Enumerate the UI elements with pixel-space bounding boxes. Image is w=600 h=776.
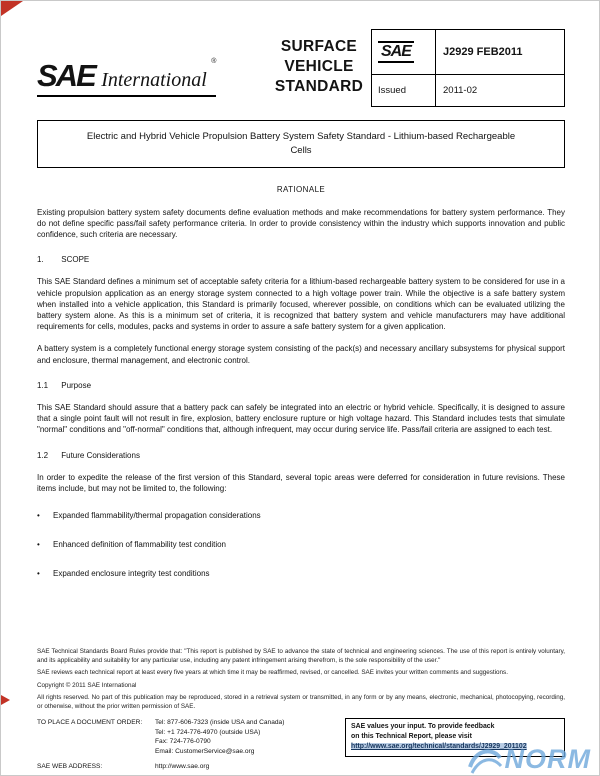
section-heading-scope [37,254,565,265]
list-item [37,539,565,550]
bullet-icon: • [37,569,40,579]
order-phone-usa: Tel: 877-606-7323 (inside USA and Canada) [155,719,285,726]
section-number: 1.2 [37,450,49,460]
registered-trademark-icon: ® [211,58,217,65]
sae-website-link[interactable]: http://www.sae.org [155,763,210,770]
document-meta-box [371,29,565,107]
scope-paragraph: A battery system is a completely functional energy storage system consisting of the pack(s) and necessary ancillary subsystems for physical support and enclosure, thermal management, and electronic control. [37,344,565,365]
feedback-text-line: on this Technical Report, please visit [351,733,472,740]
doc-type-line: SURFACE [280,38,358,55]
future-considerations-list [37,510,565,580]
section-title: Purpose [61,380,92,390]
issued-date: 2011-02 [443,84,478,96]
document-title-box [37,120,565,168]
meta-row-issued [372,74,564,106]
review-notice: SAE reviews each technical report at least every five years at which time it may be reaffirmed, revised, or cancelled. SAE invites your written comments and suggestions. [37,669,508,676]
section-title: SCOPE [61,255,90,265]
section-number: 1.1 [37,380,49,390]
document-type-title [267,29,371,107]
scope-paragraph: This SAE Standard defines a minimum set of acceptable safety criteria for a lithium-based rechargeable battery system to be considered for use in a vehicle propulsion application as an energy storage system connected to a high voltage power train. While the objective is a safe battery system when installed into a vehicle application, this Standard is primarily focused, wherever possible, on conditions which can be evaluated utilizing the battery system alone. As this is a minimum set of criteria, it is recognized that battery system and vehicle manufacturers may have additional requirements for cells, modules, packs and systems in order to assure a safe battery system for a given application. [37,277,565,332]
list-item-text: Expanded flammability/thermal propagation considerations [53,511,261,521]
document-number: J2929 FEB2011 [443,45,523,58]
meta-row-number [372,30,564,74]
red-edge-mark [1,695,10,705]
sae-international-logo [37,29,267,107]
bullet-icon: • [37,540,40,550]
sae-small-logo: SAE [378,41,414,63]
section-heading-future-considerations [37,450,565,461]
sae-logo-international-text: International [101,69,207,91]
order-label: TO PLACE A DOCUMENT ORDER: [37,719,143,726]
order-phone-intl: Tel: +1 724-776-4970 (outside USA) [155,728,261,736]
feedback-box [345,718,565,757]
sae-small-logo-cell [372,30,436,74]
web-address-section [37,763,565,770]
rationale-heading: RATIONALE [276,184,326,194]
document-body [37,184,565,580]
list-item-text: Expanded enclosure integrity test conditions [53,569,210,579]
list-item [37,568,565,579]
rights-notice: All rights reserved. No part of this publication may be reproduced, stored in a retrieval system or transmitted, in any form or by any means, electronic, mechanical, photocopying, recording, or otherwise, without the prior written permission of SAE. [37,694,565,710]
feedback-url-link[interactable]: http://www.sae.org/technical/standards/J2929_201102 [351,743,527,750]
bullet-icon: • [37,511,40,521]
issued-label: Issued [372,75,436,106]
list-item-text: Enhanced definition of flammability test condition [53,540,226,550]
document-title: Electric and Hybrid Vehicle Propulsion Battery System Safety Standard - Lithium-based Rechargeable Cells [86,131,516,156]
sae-logo-text: SAE [37,58,95,93]
document-footer [37,648,565,770]
purpose-paragraph: This SAE Standard should assure that a battery pack can safely be integrated into an electric or hybrid vehicle. Specifically, it is designed to assure that a single point fault will not result in fire, explosion, battery enclosure rupture or high voltage hazard. This Standard includes tests that simulate "normal" conditions and "off-normal" conditions that, although infrequent, may occur during service life. Pass/fail criteria are assigned to each test. [37,402,565,435]
rationale-paragraph: Existing propulsion battery system safety documents define evaluation methods and make recommendations for battery system performance. They do not define specific pass/fail safety performance criteria. In order to provide consistency within the industry which supports innovation and public confidence, such criteria are necessary. [37,207,565,240]
legal-notice: SAE Technical Standards Board Rules provide that: "This report is published by SAE to advance the state of technical and engineering sciences. The use of this report is entirely voluntary, and its applicability and suitability for any particular use, including any patent infringement arising therefrom, is the sole responsibility of the user." [37,648,565,664]
red-corner-mark [1,1,23,16]
section-heading-purpose [37,380,565,391]
section-title: Future Considerations [61,450,140,460]
order-section [37,718,565,757]
future-considerations-paragraph: In order to expedite the release of the first version of this Standard, several topic areas were deferred for consideration in future revisions. These items include, but may not be limited to, the following: [37,472,565,493]
section-number: 1. [37,255,44,265]
order-contacts [155,718,345,756]
watermark-text: NORM [504,744,591,774]
doc-type-line: STANDARD [274,78,364,96]
copyright-line: Copyright © 2011 SAE International [37,681,137,689]
order-fax: Fax: 724-776-0790 [155,738,211,746]
web-address-label: SAE WEB ADDRESS: [37,763,103,770]
document-header [37,29,565,107]
list-item [37,510,565,521]
order-email-link[interactable]: Email: CustomerService@sae.org [155,747,255,755]
doc-type-line: VEHICLE [284,58,354,76]
sae-logo-underline [37,58,216,97]
feedback-text-line: SAE values your input. To provide feedback [351,723,495,730]
